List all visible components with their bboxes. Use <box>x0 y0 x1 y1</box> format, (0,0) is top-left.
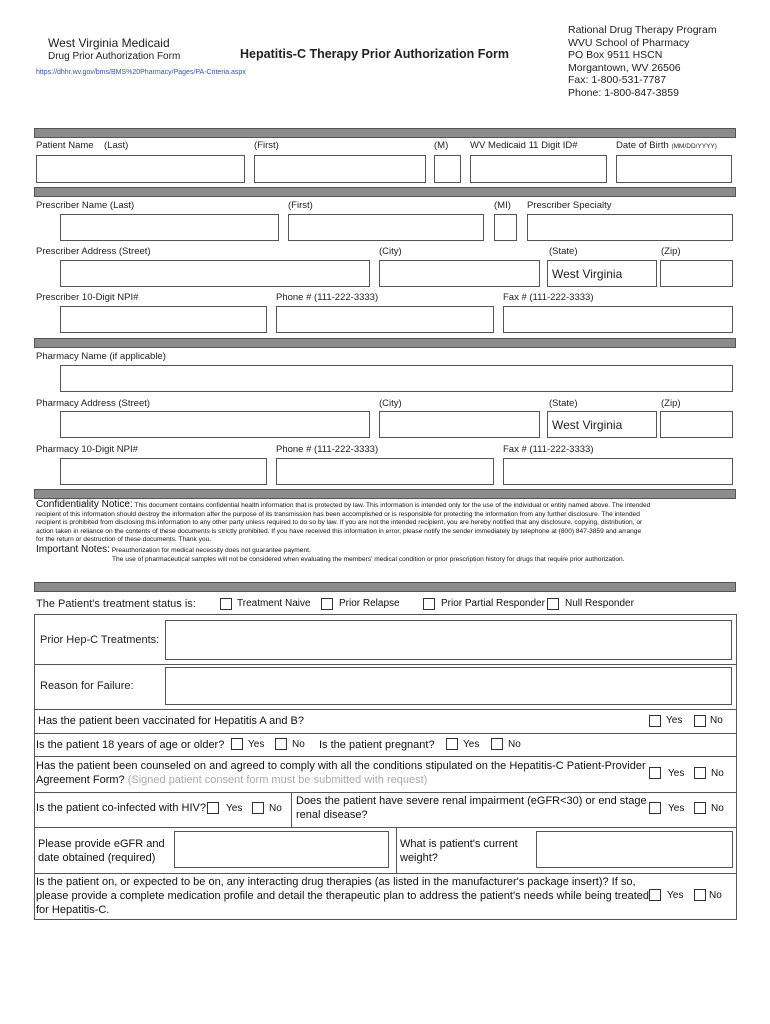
counseled-question-line2 <box>36 774 427 786</box>
prescriber-phone-input[interactable] <box>276 306 494 333</box>
prescriber-specialty-input[interactable] <box>527 214 733 241</box>
prior-partial-checkbox[interactable] <box>423 598 435 610</box>
prior-treatments-input[interactable] <box>165 620 732 660</box>
pharmacy-address-label: Pharmacy Address (Street) <box>36 398 151 409</box>
prescriber-state-label: (State) <box>549 246 578 257</box>
section-divider <box>34 338 736 348</box>
failure-reason-label: Reason for Failure: <box>40 680 134 692</box>
contact-block <box>568 24 717 100</box>
prescriber-fax-label: Fax # (111-222-3333) <box>503 292 594 303</box>
section-divider <box>34 582 736 592</box>
treatment-naive-label: Treatment Naive <box>237 598 311 609</box>
dob-input[interactable] <box>616 155 732 183</box>
patient-mi-label: (M) <box>434 140 449 151</box>
confidentiality-label: Confidentiality Notice: <box>36 499 133 510</box>
pharmacy-state-label: (State) <box>549 398 578 409</box>
treatment-naive-checkbox[interactable] <box>220 598 232 610</box>
weight-label-line2: weight? <box>400 852 438 864</box>
yes-label: Yes <box>248 739 265 750</box>
medicaid-id-input[interactable] <box>470 155 607 183</box>
no-label: No <box>292 739 305 750</box>
prescriber-mi-input[interactable] <box>494 214 517 241</box>
yes-label: Yes <box>666 715 683 726</box>
prescriber-zip-label: (Zip) <box>661 246 681 257</box>
no-label: No <box>711 803 724 814</box>
prescriber-street-input[interactable] <box>60 260 370 287</box>
pharmacy-name-label: Pharmacy Name (if applicable) <box>36 351 166 362</box>
prescriber-city-input[interactable] <box>379 260 540 287</box>
prescriber-npi-input[interactable] <box>60 306 267 333</box>
egfr-label-line1: Please provide eGFR and <box>38 838 165 850</box>
egfr-input[interactable] <box>174 831 389 868</box>
prescriber-phone-label: Phone # (111-222-3333) <box>276 292 379 303</box>
prescriber-npi-label: Prescriber 10-Digit NPI# <box>36 292 139 303</box>
yes-label: Yes <box>668 768 685 779</box>
interacting-question-line1: Is the patient on, or expected to be on, any interacting drug therapies (as listed in the manufacturer's package insert)? If so, <box>36 876 636 888</box>
counseled-no-checkbox[interactable] <box>694 767 706 779</box>
notice-text: recipient is prohibited from disclosing this information to any other party unless required to do so by law. If you are not the intended recipient, you are hereby notified that any disclosure, copying, distribution, or <box>36 519 643 527</box>
confidentiality-notice <box>36 501 736 564</box>
counseled-question-note: (Signed patient consent form must be submitted with request) <box>127 774 428 786</box>
pharmacy-npi-label: Pharmacy 10-Digit NPI# <box>36 444 138 455</box>
no-label: No <box>711 768 724 779</box>
egfr-label-line2: date obtained (required) <box>38 852 156 864</box>
age-no-checkbox[interactable] <box>275 738 287 750</box>
criteria-link[interactable]: https://dhhr.wv.gov/bms/BMS%20Pharmacy/Pages/PA-Criteria.aspx <box>36 69 246 76</box>
patient-last-label: (Last) <box>104 140 129 151</box>
treatment-status-label: The Patient's treatment status is: <box>36 598 196 610</box>
vaccinated-question: Has the patient been vaccinated for Hepatitis A and B? <box>38 715 305 727</box>
null-responder-checkbox[interactable] <box>547 598 559 610</box>
prescriber-specialty-label: Prescriber Specialty <box>527 200 612 211</box>
contact-line: Rational Drug Therapy Program <box>568 24 717 36</box>
dob-format: (MM/DD/YYYY) <box>671 143 717 150</box>
pharmacy-fax-input[interactable] <box>503 458 733 485</box>
patient-mi-input[interactable] <box>434 155 461 183</box>
pharmacy-phone-label: Phone # (111-222-3333) <box>276 444 379 455</box>
row-divider <box>34 709 737 710</box>
vaccinated-yes-checkbox[interactable] <box>649 715 661 727</box>
dob-label <box>616 140 717 151</box>
patient-first-name-input[interactable] <box>254 155 426 183</box>
contact-line: WVU School of Pharmacy <box>568 36 690 49</box>
pharmacy-street-input[interactable] <box>60 411 370 438</box>
yes-label: Yes <box>668 803 685 814</box>
no-label: No <box>269 803 282 814</box>
pregnant-no-checkbox[interactable] <box>491 738 503 750</box>
renal-yes-checkbox[interactable] <box>649 802 661 814</box>
row-divider <box>34 873 737 874</box>
important-notes-label: Important Notes: <box>36 543 110 555</box>
hiv-no-checkbox[interactable] <box>252 802 264 814</box>
prior-treatments-label: Prior Hep-C Treatments: <box>40 634 160 646</box>
contact-line: Fax: 1-800-531-7787 <box>568 74 667 87</box>
section-divider <box>34 187 736 197</box>
hiv-question: Is the patient co-infected with HIV? <box>36 802 206 814</box>
interacting-no-checkbox[interactable] <box>694 889 706 901</box>
prior-relapse-label: Prior Relapse <box>339 598 400 609</box>
counseled-question-text: Agreement Form? <box>36 774 125 786</box>
no-label: No <box>508 739 521 750</box>
notice-text: recipient of this information should destroy the information after the purpose of its transmission has been accomplished or is responsible for protecting the information from any further disclosure. The intended <box>36 510 640 518</box>
yes-label: Yes <box>226 803 243 814</box>
pharmacy-name-input[interactable] <box>60 365 733 392</box>
org-name: West Virginia Medicaid <box>48 36 170 50</box>
dob-label-text: Date of Birth <box>616 140 669 151</box>
interacting-question-line3: for Hepatitis-C. <box>36 904 110 916</box>
medicaid-id-label: WV Medicaid 11 Digit ID# <box>470 140 578 151</box>
counseled-yes-checkbox[interactable] <box>649 767 661 779</box>
row-divider <box>34 827 737 828</box>
pregnant-yes-checkbox[interactable] <box>446 738 458 750</box>
section-divider <box>34 489 736 499</box>
yes-label: Yes <box>463 739 480 750</box>
contact-line: Morgantown, WV 26506 <box>568 61 681 74</box>
no-label: No <box>709 890 722 901</box>
row-divider <box>34 733 737 734</box>
prescriber-zip-input[interactable] <box>660 260 733 287</box>
renal-no-checkbox[interactable] <box>694 802 706 814</box>
patient-first-label: (First) <box>254 140 279 151</box>
row-divider <box>34 756 737 757</box>
page-title: Hepatitis-C Therapy Prior Authorization Form <box>240 47 510 61</box>
pharmacy-phone-input[interactable] <box>276 458 494 485</box>
renal-question-line1: Does the patient have severe renal impairment (eGFR<30) or end stage <box>296 795 647 807</box>
col-divider <box>291 792 292 827</box>
prescriber-first-label: (First) <box>288 200 313 211</box>
null-responder-label: Null Responder <box>565 598 634 609</box>
yes-label: Yes <box>667 890 684 901</box>
contact-line: Phone: 1-800-847-3859 <box>568 86 679 99</box>
section-divider <box>34 128 736 138</box>
vaccinated-no-checkbox[interactable] <box>694 715 706 727</box>
failure-reason-input[interactable] <box>165 667 732 705</box>
prescriber-last-name-input[interactable] <box>60 214 279 241</box>
notice-text: This document contains confidential health information that is protected by law. This information is intended only for the use of the individual or entity named above. The intended <box>134 502 651 509</box>
contact-line: PO Box 9511 HSCN <box>568 49 663 62</box>
prescriber-mi-label: (MI) <box>494 200 511 211</box>
row-divider <box>34 792 737 793</box>
age-question: Is the patient 18 years of age or older? <box>36 739 225 751</box>
prior-relapse-checkbox[interactable] <box>321 598 333 610</box>
pharmacy-fax-label: Fax # (111-222-3333) <box>503 444 594 455</box>
pharmacy-zip-input[interactable] <box>660 411 733 438</box>
prescriber-state-input[interactable]: West Virginia <box>547 260 657 287</box>
interacting-question-line2: please provide a complete medication profile and detail the therapeutic plan to address the patient's needs while being treated <box>36 890 649 902</box>
prescriber-city-label: (City) <box>379 246 402 257</box>
pharmacy-state-input[interactable]: West Virginia <box>547 411 657 438</box>
patient-last-name-input[interactable] <box>36 155 245 183</box>
counseled-question-line1: Has the patient been counseled on and agreed to comply with all the conditions stipulated on the Hepatitis-C Patient-Provider <box>36 760 646 772</box>
col-divider <box>396 827 397 873</box>
prescriber-fax-input[interactable] <box>503 306 733 333</box>
weight-input[interactable] <box>536 831 733 868</box>
interacting-yes-checkbox[interactable] <box>649 889 661 901</box>
row-divider <box>34 664 737 665</box>
notice-text: action taken in reliance on the contents of these documents is strictly prohibited. If you have received this information in error, please notify the sender immediately by telephone at (800) 847-3859 and arrange <box>36 527 642 535</box>
prescriber-address-label: Prescriber Address (Street) <box>36 246 151 257</box>
renal-question-line2: renal disease? <box>296 809 368 821</box>
pharmacy-city-input[interactable] <box>379 411 540 438</box>
prescriber-first-name-input[interactable] <box>288 214 484 241</box>
pharmacy-npi-input[interactable] <box>60 458 267 485</box>
pregnant-question: Is the patient pregnant? <box>319 739 435 751</box>
patient-name-label: Patient Name <box>36 140 94 151</box>
prescriber-name-label: Prescriber Name (Last) <box>36 200 135 211</box>
notice-text: The use of pharmaceutical samples will not be considered when evaluating the members' medical condition or prior prescription history for drugs that require prior authorization. <box>112 555 625 563</box>
age-yes-checkbox[interactable] <box>231 738 243 750</box>
no-label: No <box>710 715 723 726</box>
prior-partial-label: Prior Partial Responder <box>441 598 545 609</box>
pharmacy-city-label: (City) <box>379 398 402 409</box>
hiv-yes-checkbox[interactable] <box>207 802 219 814</box>
notice-text: Preauthorization for medical necessity does not guarantee payment. <box>111 546 311 554</box>
org-subtitle: Drug Prior Authorization Form <box>48 51 181 62</box>
notice-text: for the return or destruction of these documents. Thank you. <box>36 536 212 544</box>
weight-label-line1: What is patient's current <box>400 838 518 850</box>
pharmacy-zip-label: (Zip) <box>661 398 681 409</box>
